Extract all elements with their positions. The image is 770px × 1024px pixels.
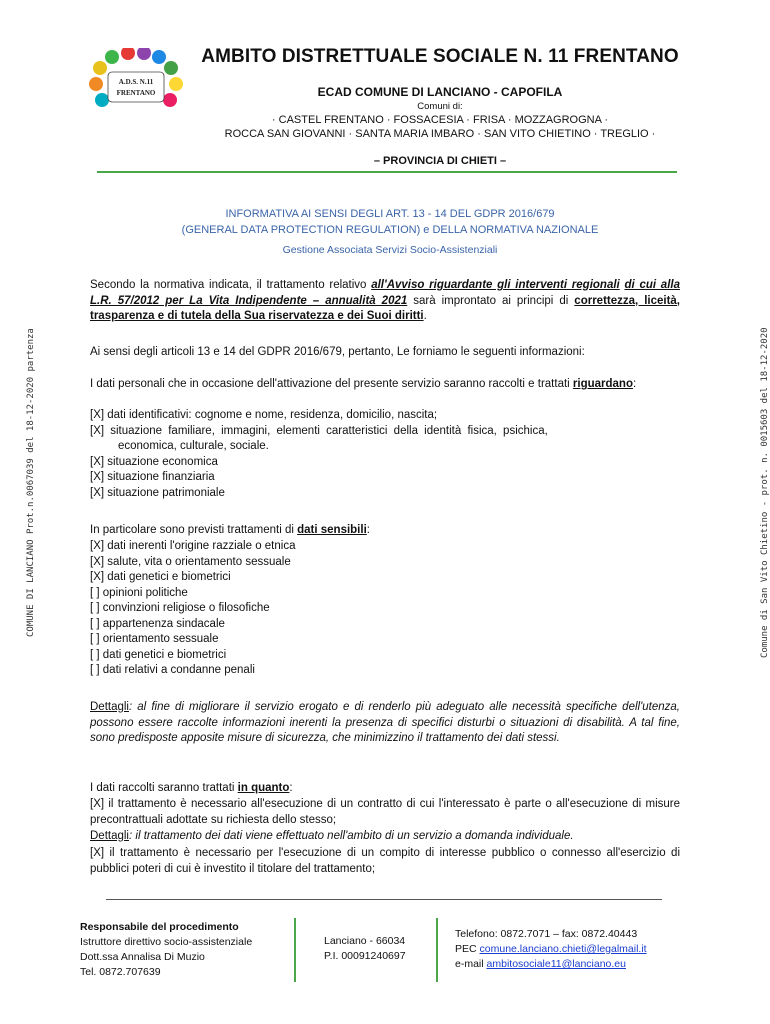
protocol-stamp-left: COMUNE DI LANCIANO Prot.n.0067039 del 18-12-2020 partenza — [26, 328, 36, 637]
list-item: [ ] appartenenza sindacale — [90, 617, 225, 630]
page-title: AMBITO DISTRETTUALE SOCIALE N. 11 FRENTANO — [201, 46, 679, 67]
principi: correttezza, liceità, trasparenza e di tutela della Sua riservatezza e dei Suoi diritti — [90, 294, 681, 322]
comuni-label: Comuni di: — [417, 101, 463, 112]
ecad-line: ECAD COMUNE DI LANCIANO - CAPOFILA — [317, 85, 563, 99]
list-item: [X] situazione patrimoniale — [90, 486, 225, 499]
comuni-line-2: ROCCA SAN GIOVANNI · SANTA MARIA IMBARO · SAN VITO CHIETINO · TREGLIO · — [224, 128, 656, 140]
informativa-title: INFORMATIVA AI SENSI DEGLI ART. 13 - 14 DEL GDPR 2016/679 — [225, 208, 555, 220]
list-item: [X] situazione economica — [90, 455, 218, 468]
list-item: [ ] dati genetici e biometrici — [90, 648, 227, 661]
pec-link[interactable]: comune.lanciano.chieti@legalmail.it — [479, 943, 647, 955]
sensibili-list — [90, 539, 680, 679]
footer-divider — [106, 899, 662, 900]
ads-logo — [86, 48, 184, 116]
list-item: [X] situazione finanziaria — [90, 471, 215, 483]
dati-intro: I dati personali che in occasione dell'attivazione del presente servizio saranno raccolti e trattati riguardano: — [90, 378, 637, 390]
intro-paragraph: Secondo la normativa indicata, il trattamento relativo all'Avviso riguardante gli interventi regionali di cui alla L.R. 57/2012 per La Vita Indipendente – annualità 2021 sarà improntato ai principi di correttezza, liceità, trasparenza e di tutela della Sua riservatezza e dei Suoi diritti. — [90, 279, 681, 322]
list-item: [ ] opinioni politiche — [90, 586, 188, 599]
header-divider — [97, 171, 677, 173]
quanto-dettagli: Dettagli: il trattamento dei dati viene effettuato nell'ambito di un servizio a domanda individuale. — [90, 830, 574, 842]
quanto-item-1: [X] il trattamento è necessario all'esecuzione di un contratto di cui l'interessato è parte o all'esecuzione di misure precontrattuali adottate su richiesta dello stesso; — [90, 798, 680, 826]
footer-address: Lanciano - 66034 P.I. 00091240697 — [324, 935, 406, 962]
list-item: [ ] orientamento sessuale — [90, 633, 219, 645]
dati-list — [90, 408, 680, 501]
gdpr-paragraph: Ai sensi degli articoli 13 e 14 del GDPR 2016/679, pertanto, Le forniamo le seguenti informazioni: — [90, 346, 585, 358]
list-item: economica, culturale, sociale. — [118, 440, 269, 452]
footer-responsabile: Responsabile del procedimento Istruttore direttivo socio-assistenziale Dott.ssa Annalisa Di Muzio Tel. 0872.707639 — [80, 921, 253, 978]
list-item: [X] situazione familiare, immagini, elementi caratteristici della identità fisica, psichica, — [90, 424, 548, 437]
informativa-subtitle: (GENERAL DATA PROTECTION REGULATION) e DELLA NORMATIVA NAZIONALE — [181, 224, 599, 236]
gestione-line: Gestione Associata Servizi Socio-Assistenziali — [282, 244, 498, 256]
list-item: [ ] dati relativi a condanne penali — [90, 664, 255, 676]
email-link[interactable]: ambitosociale11@lanciano.eu — [486, 958, 626, 970]
footer-separator — [294, 918, 296, 982]
quanto-item-2: [X] il trattamento è necessario per l'esecuzione di un compito di interesse pubblico o connesso all'esercizio di pubblici poteri di cui è investito il titolare del trattamento; — [90, 847, 680, 875]
logo-text-2: FRENTANO — [116, 89, 156, 97]
dettagli-paragraph: Dettagli: al fine di migliorare il servizio erogato e di renderlo più adeguato alle necessità specifiche dell'utenza, possono essere raccolte informazioni inerenti la presenza di specifici disturbi o situazioni di disabilità. A tal fine, sono predisposte apposite misure di sicurezza, che minimizzino il trattamento dei dati stessi. — [90, 701, 680, 744]
footer-contacts: Telefono: 0872.7071 – fax: 0872.40443 PEC comune.lanciano.chieti@legalmail.it e-mail ambitosociale11@lanciano.eu — [455, 928, 647, 970]
list-item: [X] dati genetici e biometrici — [90, 571, 231, 583]
list-item: [X] dati identificativi: cognome e nome, residenza, domicilio, nascita; — [90, 409, 438, 421]
sensibili-intro: In particolare sono previsti trattamenti di dati sensibili: — [90, 524, 370, 536]
avviso-title: all'Avviso riguardante gli interventi regionali — [371, 279, 620, 291]
list-item: [X] dati inerenti l'origine razziale o etnica — [90, 540, 296, 552]
quanto-intro: I dati raccolti saranno trattati in quanto: — [90, 782, 293, 794]
provincia-line: – PROVINCIA DI CHIETI – — [373, 155, 507, 167]
comuni-line-1: · CASTEL FRENTANO · FOSSACESIA · FRISA · MOZZAGROGNA · — [271, 114, 609, 126]
footer-separator — [436, 918, 438, 982]
list-item: [X] salute, vita o orientamento sessuale — [90, 555, 291, 568]
protocol-stamp-right: Comune di San Vito Chietino - prot. n. 0015603 del 18-12-2020 — [760, 327, 770, 658]
logo-text-1: A.D.S. N.11 — [118, 78, 154, 86]
list-item: [ ] convinzioni religiose o filosofiche — [90, 602, 270, 614]
